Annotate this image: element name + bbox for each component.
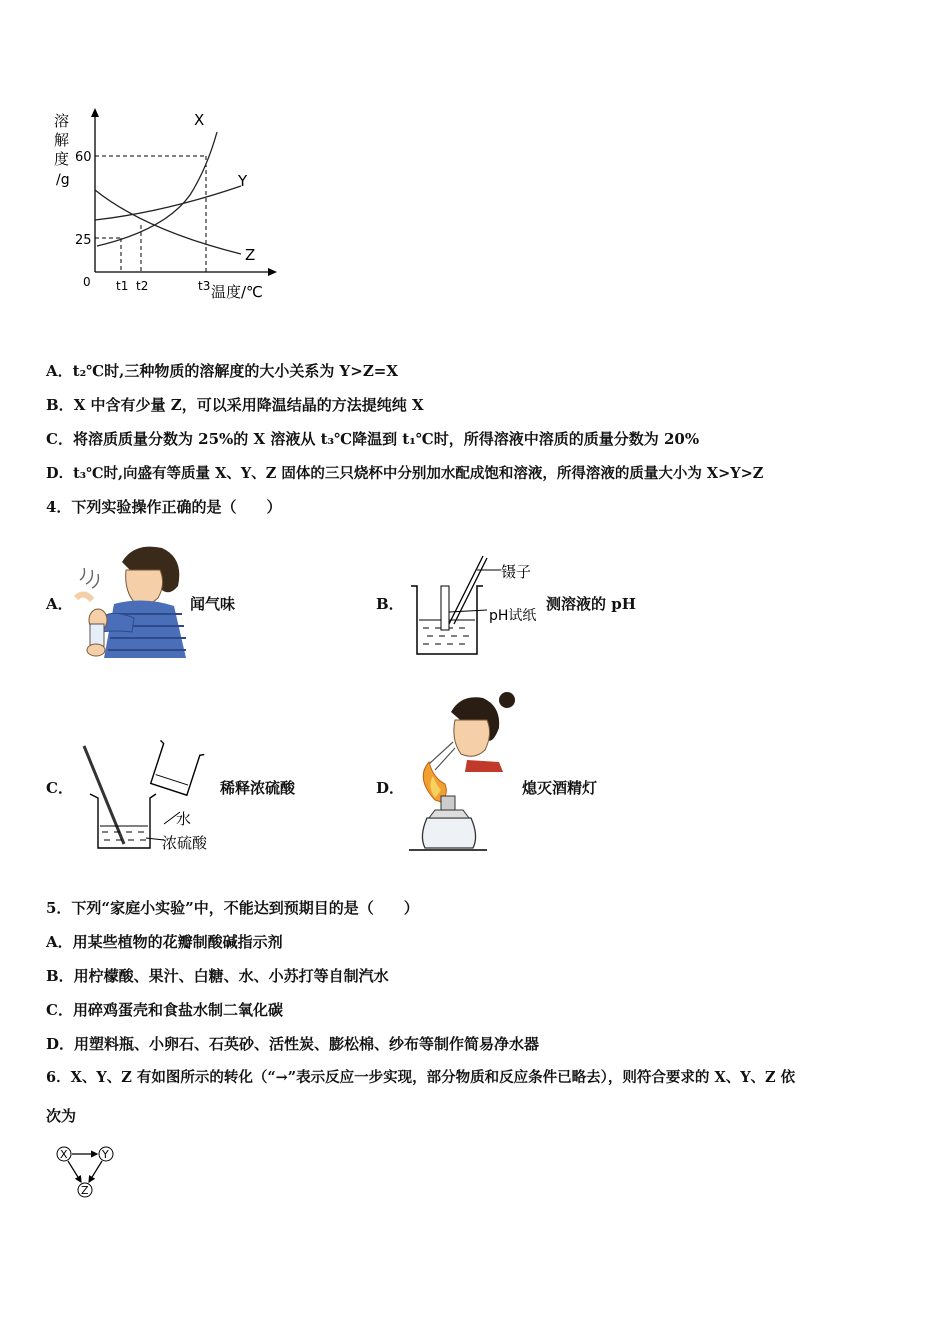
q4-option-c-caption: 稀释浓硫酸 xyxy=(220,779,296,797)
ylabel-char: /g xyxy=(56,172,70,188)
q4-option-b-caption: 测溶液的 pH xyxy=(546,595,636,613)
q5-option-d: D．用塑料瓶、小卵石、石英砂、活性炭、膨松棉、纱布等制作简易净水器 xyxy=(46,1035,540,1053)
svg-text:Z: Z xyxy=(81,1184,89,1197)
q4-option-a-caption: 闻气味 xyxy=(190,595,236,613)
smell-illustration xyxy=(74,540,189,660)
transformation-diagram xyxy=(52,1142,122,1204)
ylabel-char: 度 xyxy=(54,150,70,168)
dilute-acid-illustration xyxy=(80,740,220,855)
tweezers-label: 镊子 xyxy=(501,563,532,581)
origin-label: 0 xyxy=(83,275,91,289)
curve-label-x: X xyxy=(194,111,205,129)
q6-stem-line2: 次为 xyxy=(46,1107,77,1125)
water-label: 水 xyxy=(176,810,192,828)
x-axis-label: 温度/℃ xyxy=(211,283,263,301)
y-tick-60: 60 xyxy=(75,150,92,165)
q3-option-c: C．将溶质质量分数为 25%的 X 溶液从 t₃℃降温到 t₁℃时，所得溶液中溶质的质量分数为 20% xyxy=(46,430,700,448)
y-tick-25: 25 xyxy=(75,233,92,248)
q3-option-d: D．t₃℃时,向盛有等质量 X、Y、Z 固体的三只烧杯中分别加水配成饱和溶液，所得溶液的质量大小为 X>Y>Z xyxy=(46,465,764,482)
q4-option-b-letter: B． xyxy=(376,595,404,613)
alcohol-lamp-illustration xyxy=(405,688,520,856)
conc-acid-label: 浓硫酸 xyxy=(162,834,208,852)
y-axis-arrow xyxy=(91,108,99,117)
q4-option-d-caption: 熄灭酒精灯 xyxy=(522,779,598,797)
svg-text:X: X xyxy=(60,1148,68,1161)
q4-stem: 4．下列实验操作正确的是（ ） xyxy=(46,498,282,516)
curve-label-y: Y xyxy=(238,172,248,190)
q3-option-a: A．t₂℃时,三种物质的溶解度的大小关系为 Y>Z=X xyxy=(46,362,398,380)
ylabel-char: 溶 xyxy=(54,112,70,130)
x-tick-t1: t1 xyxy=(116,279,129,293)
q5-option-b: B．用柠檬酸、果汁、白糖、水、小苏打等自制汽水 xyxy=(46,967,389,985)
curve-y xyxy=(95,186,241,220)
solubility-graph xyxy=(45,100,285,310)
q5-stem: 5．下列“家庭小实验”中，不能达到预期目的是（ ） xyxy=(46,899,419,917)
ylabel-char: 解 xyxy=(54,131,70,149)
q3-option-b: B．X 中含有少量 Z，可以采用降温结晶的方法提纯纯 X xyxy=(46,396,424,414)
ph-test-illustration xyxy=(405,550,550,660)
q5-option-a: A．用某些植物的花瓣制酸碱指示剂 xyxy=(46,933,283,951)
q4-option-a-letter: A． xyxy=(46,595,73,613)
x-tick-t3: t3 xyxy=(198,279,211,293)
q4-option-c-letter: C． xyxy=(46,779,73,797)
q4-option-d-letter: D． xyxy=(376,779,405,797)
q6-stem-line1: 6．X、Y、Z 有如图所示的转化（“→”表示反应一步实现，部分物质和反应条件已略去），则符合要求的 X、Y、Z 依 xyxy=(46,1069,796,1086)
x-axis-arrow xyxy=(268,268,277,276)
svg-text:Y: Y xyxy=(102,1148,109,1161)
curve-x xyxy=(97,132,217,246)
curve-label-z: Z xyxy=(245,246,256,264)
curve-z xyxy=(95,190,241,254)
q5-option-c: C．用碎鸡蛋壳和食盐水制二氧化碳 xyxy=(46,1001,283,1019)
x-tick-t2: t2 xyxy=(136,279,149,293)
ph-paper-label: pH试纸 xyxy=(489,608,537,624)
